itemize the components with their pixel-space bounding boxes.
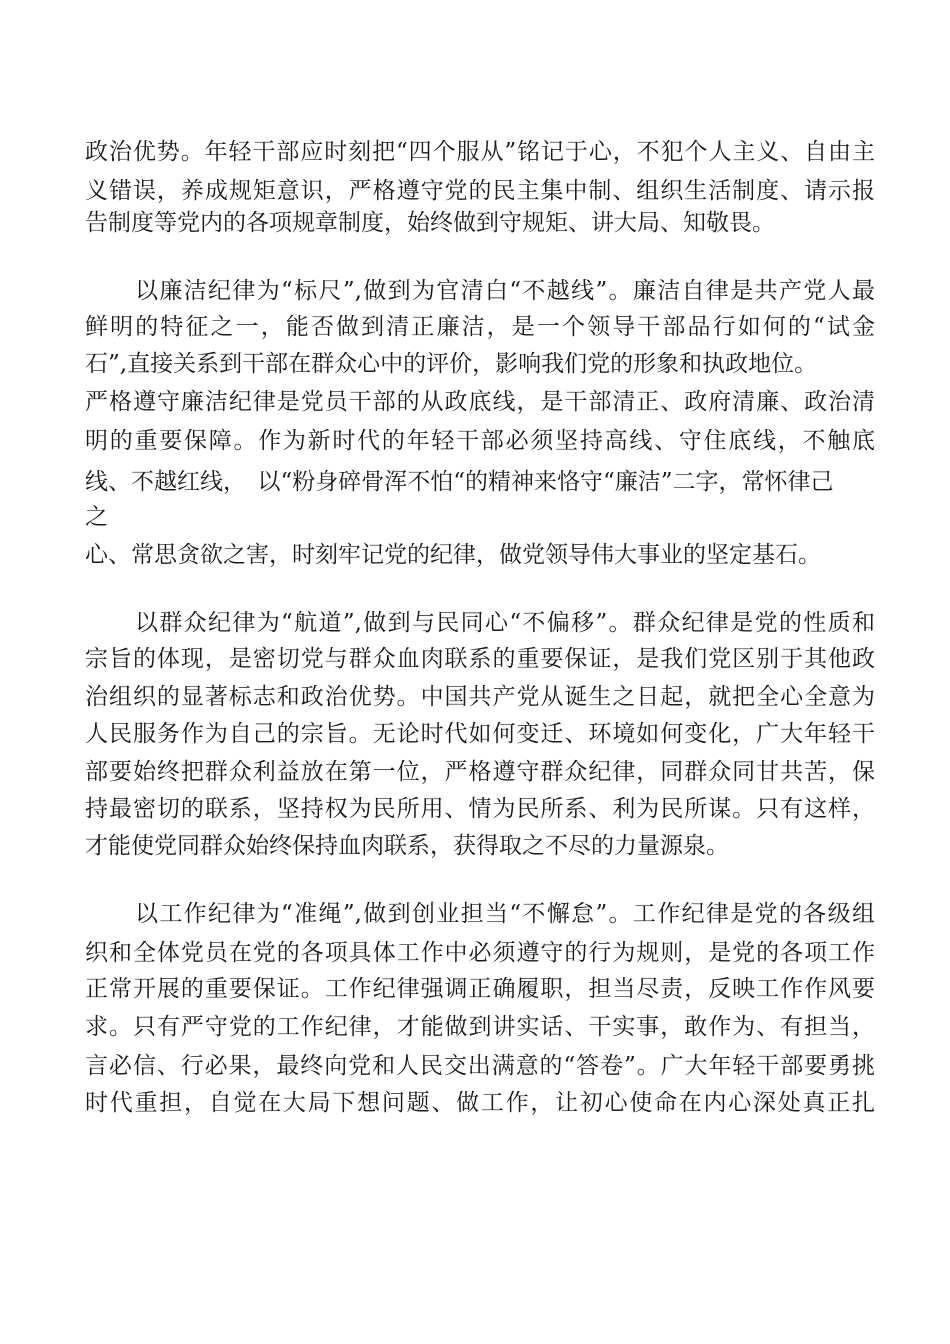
text-line: 以廉洁纪律为“标尺”,做到为官清白“不越线”。廉洁自律是共产党人最: [135, 278, 875, 304]
text-line: 言必信、行必果，最终向党和人民交出满意的“答卷”。广大年轻干部要勇挑: [85, 1053, 875, 1079]
text-line: 时代重担，自觉在大局下想问题、做工作，让初心使命在内心深处真正扎: [85, 1090, 875, 1116]
text-line: 持最密切的联系，坚持权为民所用、情为民所系、利为民所谋。只有这样，: [85, 796, 875, 822]
text-line: 求。只有严守党的工作纪律，才能做到讲实话、干实事，敢作为、有担当，: [85, 1014, 875, 1040]
text-line: 部要始终把群众利益放在第一位，严格遵守群众纪律，同群众同甘共苦，保: [85, 759, 875, 785]
text-line: 明的重要保障。作为新时代的年轻干部必须坚持高线、守住底线，不触底: [85, 428, 875, 454]
text-line: 义错误，养成规矩意识，严格遵守党的民主集中制、组织生活制度、请示报: [85, 178, 875, 204]
text-line: 之: [85, 504, 108, 530]
text-line: 才能使党同群众始终保持血肉联系，获得取之不尽的力量源泉。: [85, 833, 729, 859]
text-line: 以群众纪律为“航道”,做到与民同心“不偏移”。群众纪律是党的性质和: [135, 610, 875, 636]
text-line: 以工作纪律为“准绳”,做到创业担当“不懈怠”。工作纪律是党的各级组: [135, 901, 875, 927]
text-line: 人民服务作为自己的宗旨。无论时代如何变迁、环境如何变化，广大年轻干: [85, 721, 875, 747]
text-line: 告制度等党内的各项规章制度，始终做到守规矩、讲大局、知敬畏。: [85, 210, 775, 236]
text-line: 线、不越红线， 以“粉身碎骨浑不怕“的精神来恪守“廉洁”二字，常怀律己: [85, 469, 834, 495]
text-line: 政治优势。年轻干部应时刻把“四个服从”铭记于心，不犯个人主义、自由主: [85, 139, 875, 165]
text-line: 石”,直接关系到干部在群众心中的评价，影响我们党的形象和执政地位。: [85, 351, 818, 377]
text-line: 鲜明的特征之一，能否做到清正廉洁，是一个领导干部品行如何的“试金: [85, 314, 875, 340]
text-line: 治组织的显著标志和政治优势。中国共产党从诞生之日起，就把全心全意为: [85, 684, 875, 710]
text-line: 宗旨的体现，是密切党与群众血肉联系的重要保证，是我们党区别于其他政: [85, 646, 875, 672]
text-line: 正常开展的重要保证。工作纪律强调正确履职，担当尽责，反映工作作风要: [85, 976, 875, 1002]
text-line: 心、常思贪欲之害，时刻牢记党的纪律，做党领导伟大事业的坚定基石。: [85, 542, 821, 568]
text-line: 严格遵守廉洁纪律是党员干部的从政底线，是干部清正、政府清廉、政治清: [85, 389, 875, 415]
text-line: 织和全体党员在党的各项具体工作中必须遵守的行为规则，是党的各项工作: [85, 940, 875, 966]
